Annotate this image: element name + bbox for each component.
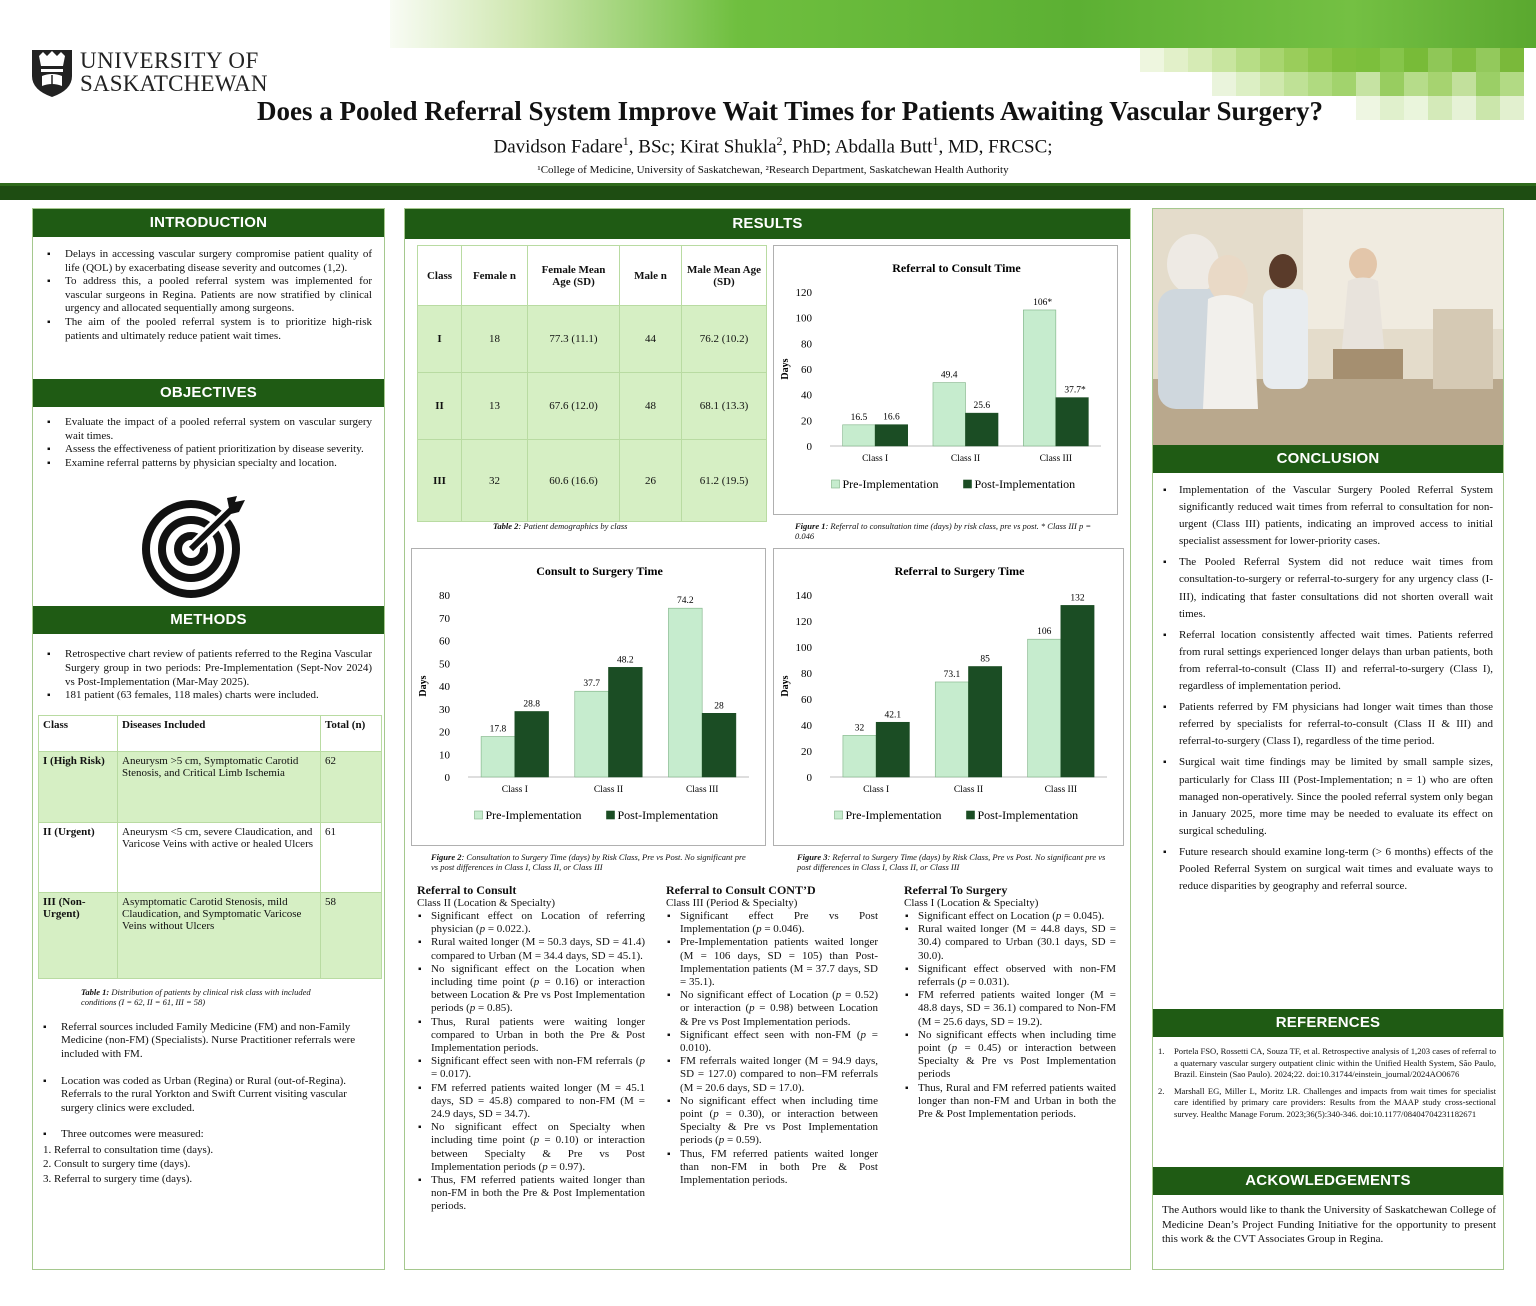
subsection-title: Referral to Consult CONT’D (666, 883, 816, 897)
y-axis-label: Days (780, 358, 791, 380)
table-cell: 68.1 (13.3) (682, 373, 767, 440)
chart-title: Referral to Surgery Time (894, 564, 1025, 578)
legend-swatch (832, 480, 840, 488)
waiting-room-photo (1153, 209, 1503, 445)
acknowledgements-text: The Authors would like to thank the University of Saskatchewan College of Medicine Dean’s Project Funding Initiative for the opportunity to present this work & the CVT Associates Group in Regina. (1162, 1204, 1496, 1245)
table-1-caption: Table 1: Distribution of patients by clinical risk class with included conditions (I = 62, II = 61, III = 58) (81, 986, 311, 1007)
list-item: ▪ The Pooled Referral System did not reduce wait times from consultation-to-surgery or referral-to-surgery for any urgency class (I-III), indicating that faster consultations did not shorten overall wait times. (1153, 554, 1493, 622)
bar-pre (843, 735, 876, 777)
list-item: ▪ FM referrals waited longer (M = 94.9 days, SD = 127.0) compared to non–FM referrals (M = 20.6 days, SD = 17.0). (666, 1055, 878, 1095)
subsection-subtitle: Class III (Period & Specialty) (666, 897, 798, 909)
table-cell: Aneurysm >5 cm, Symptomatic Carotid Stenosis, and Critical Limb Ischemia (118, 751, 321, 822)
data-label: 16.5 (850, 412, 868, 423)
x-tick-label: Class III (1039, 454, 1073, 464)
data-label: 73.1 (943, 669, 961, 680)
legend-label: Post-Implementation (974, 477, 1076, 491)
table-1 (38, 715, 382, 979)
table-cell: 62 (321, 751, 382, 822)
mosaic-tile (1332, 48, 1356, 72)
mosaic-tile (1452, 48, 1476, 72)
bar-pre (1028, 639, 1061, 777)
bar-pre (843, 425, 876, 446)
objectives-icon-area (33, 470, 384, 606)
y-tick-label: 0 (806, 772, 812, 784)
table-row (39, 822, 382, 892)
photo-illustration (1153, 209, 1503, 445)
table-header: Male Mean Age (SD) (682, 246, 767, 306)
list-item: ▪ Significant effect seen with non-FM referrals (p = 0.017). (417, 1055, 645, 1081)
subsection-subtitle: Class II (Location & Specialty) (417, 897, 556, 909)
introduction-heading: INTRODUCTION (33, 209, 384, 237)
y-tick-label: 50 (439, 658, 450, 671)
table-2 (417, 245, 767, 522)
list-item: ▪ Significant effect observed with non-FM referrals (p = 0.031). (904, 963, 1116, 989)
methods-list-2 (33, 1007, 384, 1142)
list-item: ▪ Assess the effectiveness of patient prioritization by disease severity. (37, 443, 372, 457)
legend-label: Pre-Implementation (842, 477, 939, 491)
table-cell: 67.6 (12.0) (528, 373, 620, 440)
data-label: 16.6 (883, 412, 900, 423)
y-tick-label: 80 (801, 338, 812, 351)
referral-to-consult-section (417, 883, 645, 1214)
table-cell: III (Non-Urgent) (39, 892, 118, 978)
data-label: 106 (1037, 627, 1052, 638)
table-cell: 13 (462, 373, 528, 440)
bar-post (969, 667, 1002, 778)
mosaic-tile (1404, 72, 1428, 96)
objectives-heading: OBJECTIVES (33, 379, 384, 407)
bar-post (1056, 398, 1089, 446)
list-item: ▪ Three outcomes were measured: (33, 1128, 378, 1142)
author-affiliation-mark: 2 (776, 134, 783, 148)
data-label: 42.1 (884, 710, 902, 721)
list-item: ▪ No significant effects when including time point (p = 0.45) or interaction between Specialty & Pre vs Post Implementation periods (904, 1029, 1116, 1082)
data-label: 106* (1033, 297, 1053, 308)
list-item: ▪ To address this, a pooled referral system was implemented for vascular surgeons in Regina. Patients are now stratified by clinical urgency and allocated sequentially among surgeons. (37, 275, 372, 316)
y-tick-label: 20 (801, 415, 812, 428)
list-item: ▪ Rural waited longer (M = 44.8 days, SD = 30.4) compared to Urban (30.1 days, SD = 30.0). (904, 923, 1116, 963)
mosaic-tile (1476, 48, 1500, 72)
bar-post (609, 667, 643, 777)
author-name: Kirat Shukla (679, 136, 777, 158)
bar-pre (481, 737, 515, 777)
table-cell: 60.6 (16.6) (528, 440, 620, 522)
mosaic-tile (1260, 48, 1284, 72)
right-column (1152, 208, 1504, 1270)
bar-pre (1023, 310, 1056, 446)
references-heading: REFERENCES (1153, 1009, 1503, 1037)
poster-title: Does a Pooled Referral System Improve Wait Times for Patients Awaiting Vascular Surgery? (257, 96, 1323, 126)
list-item: ▪ No significant effect on Specialty when including time point (p = 0.10) or interaction between Specialty & Pre vs Post Implementation periods (p = 0.97). (417, 1121, 645, 1174)
list-item: 2. Marshall EG, Miller L, Moritz LR. Challenges and impacts from wait times for specialist care identified by primary care providers: Results from the MAAP study cross-sectional survey. Healthc Manage Forum. 2023;36(5):340-346. doi:10.1177/08404704231182671 (1158, 1085, 1496, 1119)
author-name: Davidson Fadare (493, 136, 623, 158)
list-item: ▪ FM referred patients waited longer (M = 48.8 days, SD = 36.1) compared to Non-FM (M = 25.6 days, SD = 19.2). (904, 989, 1116, 1029)
subsection-title: Referral to Consult (417, 883, 517, 897)
table-cell: 58 (321, 892, 382, 978)
table-cell: I (High Risk) (39, 751, 118, 822)
author-affiliation-mark: 1 (932, 134, 939, 148)
table-cell: 44 (620, 306, 682, 373)
list-item: ▪ Thus, FM referred patients waited longer than non-FM in both Pre & Post Implementation periods. (666, 1148, 878, 1188)
table-row (418, 440, 767, 522)
results-heading: RESULTS (405, 209, 1130, 239)
mosaic-tile (1308, 72, 1332, 96)
list-item: ▪ No significant effect on the Location when including time point (p = 0.16) or interaction between Location & Pre vs Post Implementation periods (p = 0.85). (417, 963, 645, 1016)
target-icon (139, 494, 251, 598)
list-item: ▪ Pre-Implementation patients waited longer (M = 106 days, SD = 105) than Post-Implementation patients (M = 37.7 days, SD = 35.1). (666, 936, 878, 989)
mosaic-tile (1188, 48, 1212, 72)
authors (0, 134, 1536, 158)
list-item: ▪ Thus, FM referred patients waited longer than non-FM in both the Pre & Post Implementation periods. (417, 1174, 645, 1214)
x-tick-label: Class I (863, 785, 890, 795)
legend-swatch (964, 480, 972, 488)
list-item: ▪ Location was coded as Urban (Regina) or Rural (out-of-Regina). Referrals to the rural Yorkton and Swift Current visiting vascular surgery clinics were excluded. (33, 1075, 378, 1116)
list-item: 1. Portela FSO, Rossetti CA, Souza TF, et al. Retrospective analysis of 1,203 cases of referral to a quaternary vascular surgery outpatient clinic within the Unified Health System, São Paulo, Brazil. Einstein (Sao Paulo). 2024;22. doi:10.31744/einstein_journal/2024AO0676 (1158, 1046, 1496, 1079)
referral-to-surgery-list (904, 910, 1116, 1121)
introduction-list (33, 237, 384, 379)
mosaic-tile (1236, 72, 1260, 96)
data-label: 74.2 (676, 596, 694, 607)
bar-pre (935, 682, 968, 777)
mosaic-tile (1380, 48, 1404, 72)
data-label: 25.6 (973, 401, 991, 412)
x-tick-label: Class I (501, 785, 528, 795)
legend-swatch (475, 811, 483, 819)
x-tick-label: Class I (862, 454, 889, 464)
data-label: 32 (854, 723, 865, 734)
x-tick-label: Class III (1044, 785, 1078, 795)
y-tick-label: 60 (801, 364, 812, 376)
list-item: ▪ Significant effect on Location (p = 0.045). (904, 910, 1116, 923)
table-cell: 61.2 (19.5) (682, 440, 767, 522)
mosaic-tile (1284, 48, 1308, 72)
mosaic-tile (1164, 48, 1188, 72)
author-name: Abdalla Butt (834, 136, 933, 158)
list-item: ▪ Retrospective chart review of patients referred to the Regina Vascular Surgery group in two periods: Pre-Implementation (Sept-Nov 2024) vs Post-Implementation (Mar-May 2025). (37, 648, 372, 689)
table-cell: II (418, 373, 462, 440)
list-item: ▪ Examine referral patterns by physician specialty and location. (37, 457, 372, 471)
table-cell: 77.3 (11.1) (528, 306, 620, 373)
methods-list (33, 634, 384, 702)
header-bottom-bar (0, 186, 1536, 200)
crest-icon (30, 46, 74, 98)
list-item: ▪ Delays in accessing vascular surgery compromise patient quality of life (QOL) by exacerbating disease severity and outcomes (1,2). (37, 248, 372, 275)
logo-line-1: UNIVERSITY OF (80, 48, 259, 73)
conclusion-heading: CONCLUSION (1153, 445, 1503, 473)
data-label: 49.4 (940, 370, 958, 381)
chart-referral-to-consult (773, 245, 1118, 515)
bar-pre (575, 691, 609, 777)
referral-to-consult-list (417, 910, 645, 1214)
legend-label: Pre-Implementation (845, 808, 942, 822)
y-tick-label: 40 (439, 681, 450, 693)
mosaic-tile (1260, 72, 1284, 96)
referral-to-consult-contd-list (666, 910, 878, 1187)
conclusion-list (1153, 473, 1503, 895)
table-cell: 76.2 (10.2) (682, 306, 767, 373)
data-label: 132 (1070, 593, 1085, 604)
table-row (418, 306, 767, 373)
list-item: ▪ FM referred patients waited longer (M = 45.1 days, SD = 45.8) compared to non-FM (M = 24.9 days, SD = 34.7). (417, 1082, 645, 1122)
legend-label: Post-Implementation (617, 808, 719, 822)
table-2-caption: Table 2: Patient demographics by class (493, 521, 628, 531)
table-cell: 18 (462, 306, 528, 373)
bar-post (876, 722, 909, 777)
bar-post (515, 711, 549, 777)
bar-post (875, 425, 908, 446)
mosaic-tile (1380, 72, 1404, 96)
list-item: ▪ Referral sources included Family Medicine (FM) and non-Family Medicine (non-FM) (Specialists). Nurse Practitioner referrals were included with FM. (33, 1021, 378, 1062)
author-credentials: , MD, FRCSC; (938, 136, 1053, 158)
mosaic-tile (1404, 48, 1428, 72)
table-row (39, 751, 382, 822)
mosaic-tile (1428, 48, 1452, 72)
data-label: 85 (980, 654, 990, 665)
acknowledgements-heading: ACKOWLEDGEMENTS (1153, 1167, 1503, 1195)
chart-consult-to-surgery (411, 548, 766, 846)
list-item: ▪ No significant effect of Location (p = 0.52) or interaction (p = 0.98) between Location & Pre vs Post Implementation periods. (666, 989, 878, 1029)
mosaic-tile (1356, 72, 1380, 96)
affiliations: ¹College of Medicine, University of Saskatchewan, ²Research Department, Saskatchewan Health Authority (537, 164, 1009, 176)
legend-label: Post-Implementation (977, 808, 1079, 822)
y-tick-label: 120 (795, 287, 812, 299)
figure-2-caption: Figure 2: Consultation to Surgery Time (days) by Risk Class, Pre vs Post. No significant pre vs post differences in Class I, Class II, or Class III (431, 852, 746, 872)
table-cell: III (418, 440, 462, 522)
table-header: Female Mean Age (SD) (528, 246, 620, 306)
x-tick-label: Class III (685, 785, 719, 795)
mosaic-tile (1140, 48, 1164, 72)
mosaic-tile (1284, 72, 1308, 96)
left-column (32, 208, 385, 1270)
legend-label: Pre-Implementation (485, 808, 582, 822)
data-label: 37.7* (1064, 385, 1086, 396)
data-label: 28.8 (523, 699, 541, 710)
bar-post (966, 413, 999, 446)
list-item: 3. Referral to surgery time (days). (43, 1172, 193, 1185)
list-item: ▪ Referral location consistently affected wait times. Patients referred from rural settings experienced longer delays than urban patients, both from referral-to-consult (Class II) and referral-to-surgery (Class I), regardless of implementation period. (1153, 627, 1493, 695)
x-tick-label: Class II (593, 785, 624, 795)
chart-2-svg (412, 549, 767, 847)
y-tick-label: 100 (795, 312, 812, 325)
objectives-list (33, 407, 384, 470)
author-credentials: , PhD; (782, 136, 835, 158)
legend-swatch (835, 811, 843, 819)
results-column (404, 208, 1131, 1270)
logo-line-2: SASKATCHEWAN (80, 71, 268, 96)
table-cell: 32 (462, 440, 528, 522)
y-tick-label: 20 (439, 726, 450, 739)
chart-referral-to-surgery (773, 548, 1124, 846)
referral-to-consult-contd-section (666, 883, 878, 1187)
chart-3-svg (774, 549, 1125, 847)
table-cell: II (Urgent) (39, 822, 118, 892)
references-list (1158, 1046, 1496, 1125)
list-item: ▪ Thus, Rural and FM referred patients waited longer than non-FM and Urban in both the Pre & Post Implementation periods. (904, 1082, 1116, 1122)
subsection-title: Referral To Surgery (904, 883, 1008, 897)
y-tick-label: 60 (439, 635, 450, 648)
table-cell: 61 (321, 822, 382, 892)
y-tick-label: 60 (801, 694, 812, 706)
list-item: ▪ Significant effect Pre vs Post Implementation (p = 0.046). (666, 910, 878, 936)
mosaic-tile (1212, 48, 1236, 72)
table-header: Class (418, 246, 462, 306)
figure-1-caption: Figure 1: Referral to consultation time (days) by risk class, pre vs post. * Class III p = 0.046 (795, 521, 1092, 541)
table-header: Female n (462, 246, 528, 306)
list-item: ▪ Implementation of the Vascular Surgery Pooled Referral System significantly reduced wait times from referral to consultation for non-urgent (Class III) patients, indicating an improved access to initial specialist assessment for lower-priority cases. (1153, 482, 1493, 550)
table-header: Diseases Included (118, 715, 321, 751)
methods-heading: METHODS (33, 606, 384, 634)
list-item: ▪ Significant effect seen with non-FM (p = 0.010). (666, 1029, 878, 1055)
data-label: 28 (714, 701, 724, 712)
table-cell: I (418, 306, 462, 373)
bar-post (702, 713, 736, 777)
list-item: ▪ 181 patient (63 females, 118 males) charts were included. (37, 689, 372, 703)
mosaic-tile (1500, 72, 1524, 96)
data-label: 17.8 (489, 724, 507, 735)
bar-post (1061, 605, 1094, 777)
list-item: ▪ Significant effect on Location of referring physician (p = 0.022.). (417, 910, 645, 936)
table-header: Total (n) (321, 715, 382, 751)
header-banner-white (0, 0, 390, 48)
table-header: Male n (620, 246, 682, 306)
referral-to-surgery-section (904, 883, 1116, 1121)
bar-pre (668, 608, 702, 777)
list-item: ▪ The aim of the pooled referral system is to prioritize high-risk patients and ultimately reduce patient wait times. (37, 316, 372, 343)
data-label: 37.7 (583, 679, 600, 690)
y-tick-label: 40 (801, 720, 812, 732)
y-tick-label: 20 (801, 746, 812, 758)
y-axis-label: Days (780, 675, 791, 697)
subsection-subtitle: Class I (Location & Specialty) (904, 897, 1039, 909)
table-cell: Aneurysm <5 cm, severe Claudication, and Varicose Veins with active or healed Ulcers (118, 822, 321, 892)
list-item: ▪ Rural waited longer (M = 50.3 days, SD = 41.4) compared to Urban (M = 34.4 days, SD = 45.1). (417, 936, 645, 962)
table-cell: 26 (620, 440, 682, 522)
table-header: Class (39, 715, 118, 751)
mosaic-tile (1356, 48, 1380, 72)
list-item: ▪ Evaluate the impact of a pooled referral system on vascular surgery wait times. (37, 416, 372, 443)
list-item: ▪ Patients referred by FM physicians had longer wait times than those referred by specialists for referral-to-consult (Class II & III) and referral-to-surgery (Class I), regardless of the time period. (1153, 699, 1493, 750)
mosaic-tile (1308, 48, 1332, 72)
table-row (39, 892, 382, 978)
y-tick-label: 120 (795, 616, 812, 628)
list-item: 1. Referral to consultation time (days). (43, 1143, 214, 1156)
y-tick-label: 40 (801, 389, 812, 402)
mosaic-tile (1476, 72, 1500, 96)
mosaic-tile (1212, 72, 1236, 96)
mosaic-tile (1332, 72, 1356, 96)
list-item: ▪ No significant effect when including time point (p = 0.30), or interaction between Specialty & Pre vs Post Implementation periods (p = 0.59). (666, 1095, 878, 1148)
outcomes-list (33, 1142, 384, 1187)
list-item: ▪ Future research should examine long-term (> 6 months) effects of the Pooled Referral System on surgical wait times and evaluate ways to reduce disparities by geography and referral source. (1153, 844, 1493, 895)
y-tick-label: 0 (444, 772, 450, 784)
mosaic-tile (1236, 48, 1260, 72)
y-tick-label: 80 (801, 668, 812, 680)
figure-3-caption: Figure 3: Referral to Surgery Time (days) by Risk Class, Pre vs Post. No significant pre vs post differences in Class I, Class II, or Class III (797, 852, 1106, 872)
x-tick-label: Class II (950, 454, 981, 464)
table-cell: 48 (620, 373, 682, 440)
chart-title: Referral to Consult Time (892, 261, 1021, 275)
y-tick-label: 30 (439, 703, 450, 716)
legend-swatch (607, 811, 615, 819)
y-axis-label: Days (418, 675, 429, 697)
data-label: 48.2 (617, 655, 634, 666)
y-tick-label: 140 (795, 590, 812, 602)
y-tick-label: 70 (439, 612, 450, 625)
author-credentials: , BSc; (628, 136, 680, 158)
y-tick-label: 0 (806, 441, 812, 453)
table-cell: Asymptomatic Carotid Stenosis, mild Claudication, and Symptomatic Varicose Veins without Ulcers (118, 892, 321, 978)
list-item: ▪ Thus, Rural patients were waiting longer compared to Urban in both the Pre & Post Implementation periods. (417, 1016, 645, 1056)
chart-title: Consult to Surgery Time (536, 564, 663, 578)
university-logo[interactable] (30, 46, 270, 100)
mosaic-tile (1428, 72, 1452, 96)
table-row (418, 373, 767, 440)
mosaic-tile (1500, 48, 1524, 72)
x-tick-label: Class II (953, 785, 984, 795)
list-item: 2. Consult to surgery time (days). (43, 1158, 191, 1171)
legend-swatch (967, 811, 975, 819)
mosaic-tile (1452, 72, 1476, 96)
author-affiliation-mark: 1 (622, 134, 629, 148)
y-tick-label: 100 (795, 642, 812, 654)
list-item: ▪ Surgical wait time findings may be limited by small sample sizes, particularly for Class III (Post-Implementation; n = 1) who are often managed non-operatively. Since the pooled referral system only began in January 2025, more time may be needed to evaluate its effect on surgical scheduling. (1153, 754, 1493, 839)
y-tick-label: 80 (439, 590, 450, 602)
chart-1-svg (774, 246, 1119, 516)
y-tick-label: 10 (439, 749, 450, 762)
bar-pre (933, 383, 966, 446)
